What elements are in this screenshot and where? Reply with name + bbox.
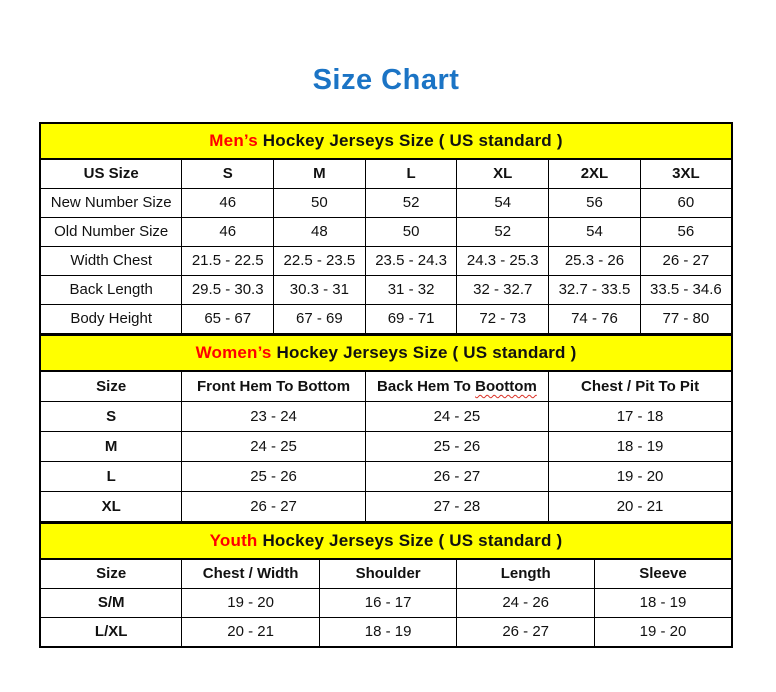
- header-cell: Back Hem To Boottom: [365, 371, 548, 402]
- data-cell: 33.5 - 34.6: [640, 276, 732, 305]
- data-cell: 26 - 27: [365, 462, 548, 492]
- data-cell: 54: [549, 218, 641, 247]
- header-cell: Front Hem To Bottom: [182, 371, 365, 402]
- heading-rest-text: Hockey Jerseys Size ( US standard ): [271, 343, 577, 363]
- data-cell: 56: [549, 189, 641, 218]
- data-cell: 54: [457, 189, 549, 218]
- data-cell: 19 - 20: [549, 462, 732, 492]
- data-cell: 19 - 20: [182, 589, 320, 618]
- row-label: L/XL: [40, 618, 182, 648]
- header-cell: Shoulder: [319, 559, 457, 589]
- data-cell: 74 - 76: [549, 305, 641, 335]
- data-cell: 72 - 73: [457, 305, 549, 335]
- page-title: Size Chart: [312, 64, 460, 96]
- data-cell: 26 - 27: [457, 618, 595, 648]
- heading-rest-text: Hockey Jerseys Size ( US standard ): [257, 531, 563, 551]
- header-cell: Size: [40, 371, 182, 402]
- data-cell: 16 - 17: [319, 589, 457, 618]
- heading-rest-text: Hockey Jerseys Size ( US standard ): [257, 131, 563, 151]
- data-cell: 32.7 - 33.5: [549, 276, 641, 305]
- data-cell: 22.5 - 23.5: [274, 247, 366, 276]
- data-cell: 67 - 69: [274, 305, 366, 335]
- data-cell: 26 - 27: [640, 247, 732, 276]
- header-cell: US Size: [40, 159, 182, 189]
- size-chart-tables: [39, 122, 733, 648]
- data-cell: 52: [457, 218, 549, 247]
- data-cell: 77 - 80: [640, 305, 732, 335]
- data-cell: 26 - 27: [182, 492, 365, 523]
- header-cell: Sleeve: [594, 559, 732, 589]
- data-cell: 69 - 71: [365, 305, 457, 335]
- data-cell: 56: [640, 218, 732, 247]
- data-cell: 46: [182, 189, 274, 218]
- header-cell: Chest / Pit To Pit: [549, 371, 732, 402]
- mens-section-heading: [40, 123, 732, 159]
- data-cell: 27 - 28: [365, 492, 548, 523]
- data-cell: 24 - 25: [182, 432, 365, 462]
- data-cell: 48: [274, 218, 366, 247]
- data-cell: 52: [365, 189, 457, 218]
- youth-size-table: [39, 522, 733, 648]
- data-cell: 19 - 20: [594, 618, 732, 648]
- header-cell: 2XL: [549, 159, 641, 189]
- womens-size-table: [39, 334, 733, 523]
- data-cell: 60: [640, 189, 732, 218]
- row-label: Back Length: [40, 276, 182, 305]
- data-cell: 17 - 18: [549, 402, 732, 432]
- data-cell: 46: [182, 218, 274, 247]
- row-label: M: [40, 432, 182, 462]
- row-label: Body Height: [40, 305, 182, 335]
- row-label: L: [40, 462, 182, 492]
- data-cell: 24 - 25: [365, 402, 548, 432]
- header-cell: Chest / Width: [182, 559, 320, 589]
- row-label: Old Number Size: [40, 218, 182, 247]
- data-cell: 32 - 32.7: [457, 276, 549, 305]
- heading-accent-word: Men’s: [209, 131, 258, 151]
- data-cell: 20 - 21: [182, 618, 320, 648]
- womens-section-heading: [40, 335, 732, 371]
- row-label: XL: [40, 492, 182, 523]
- row-label: New Number Size: [40, 189, 182, 218]
- data-cell: 20 - 21: [549, 492, 732, 523]
- data-cell: 23 - 24: [182, 402, 365, 432]
- header-cell: Length: [457, 559, 595, 589]
- data-cell: 25 - 26: [182, 462, 365, 492]
- header-cell: XL: [457, 159, 549, 189]
- data-cell: 24.3 - 25.3: [457, 247, 549, 276]
- data-cell: 18 - 19: [549, 432, 732, 462]
- data-cell: 18 - 19: [319, 618, 457, 648]
- data-cell: 50: [365, 218, 457, 247]
- mens-size-table: [39, 122, 733, 335]
- header-cell: M: [274, 159, 366, 189]
- data-cell: 25 - 26: [365, 432, 548, 462]
- data-cell: 24 - 26: [457, 589, 595, 618]
- header-cell: S: [182, 159, 274, 189]
- heading-accent-word: Youth: [209, 531, 258, 551]
- data-cell: 30.3 - 31: [274, 276, 366, 305]
- youth-section-heading: [40, 523, 732, 559]
- data-cell: 25.3 - 26: [549, 247, 641, 276]
- heading-accent-word: Women’s: [195, 343, 272, 363]
- misspelling-squiggle: Boottom: [475, 377, 537, 395]
- header-cell: 3XL: [640, 159, 732, 189]
- header-cell: Size: [40, 559, 182, 589]
- row-label: S: [40, 402, 182, 432]
- data-cell: 21.5 - 22.5: [182, 247, 274, 276]
- row-label: Width Chest: [40, 247, 182, 276]
- row-label: S/M: [40, 589, 182, 618]
- data-cell: 29.5 - 30.3: [182, 276, 274, 305]
- header-cell: L: [365, 159, 457, 189]
- data-cell: 65 - 67: [182, 305, 274, 335]
- data-cell: 50: [274, 189, 366, 218]
- data-cell: 23.5 - 24.3: [365, 247, 457, 276]
- data-cell: 31 - 32: [365, 276, 457, 305]
- data-cell: 18 - 19: [594, 589, 732, 618]
